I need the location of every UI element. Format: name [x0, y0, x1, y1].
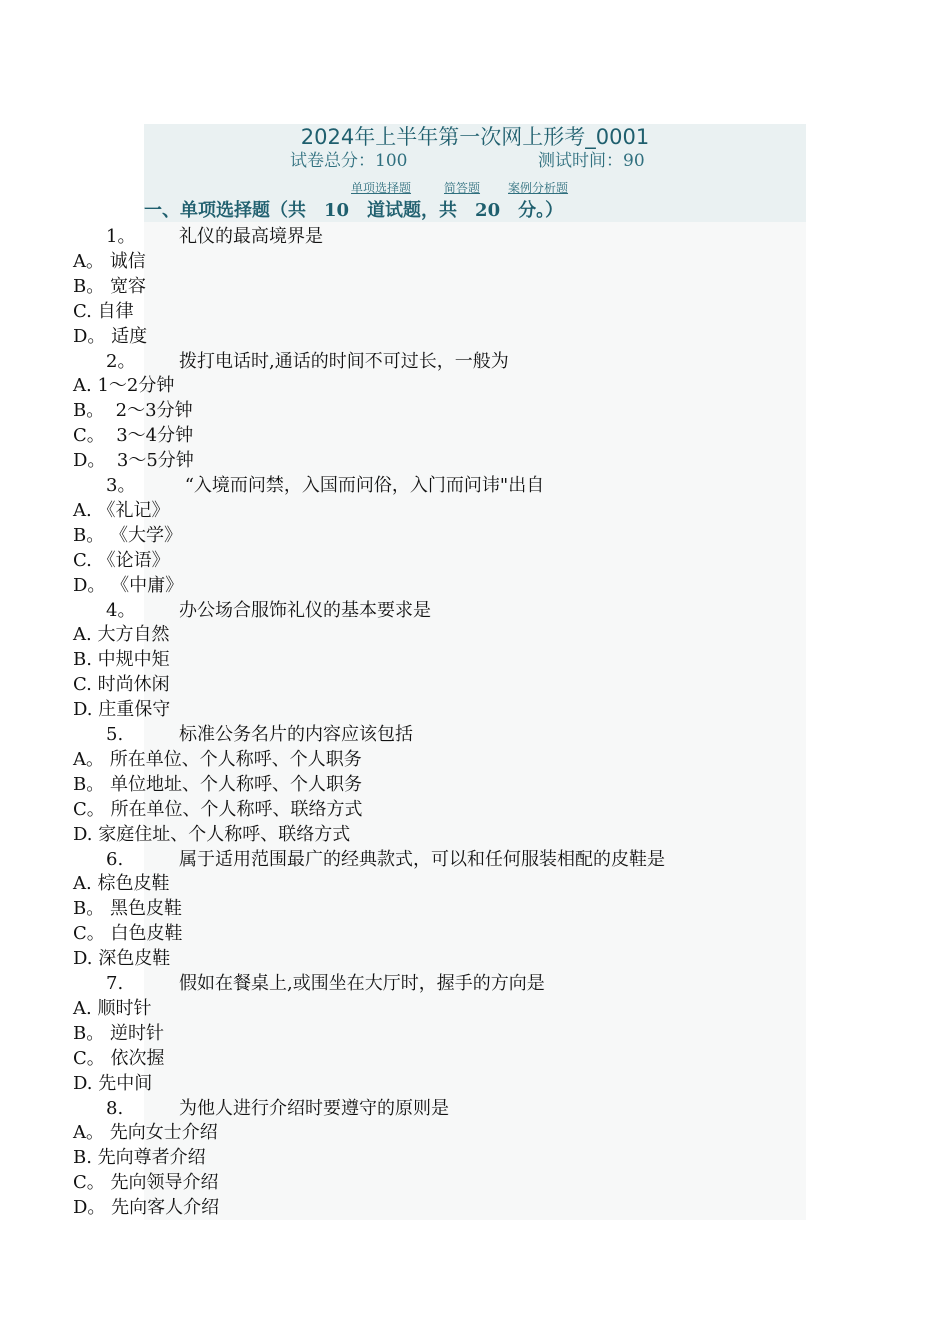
option-letter: C。: [73, 1047, 105, 1069]
option-letter: D.: [73, 948, 93, 970]
option-text: 先向女士介绍: [104, 1122, 218, 1144]
question-number: 4。: [106, 599, 136, 621]
option-letter: B。: [73, 524, 105, 546]
option-letter: A.: [73, 997, 92, 1019]
option-text: 中规中矩: [91, 649, 170, 671]
answer-option[interactable]: [73, 373, 174, 398]
question-text: “入境而问禁，入国而问俗，入门而问讳"出自: [179, 475, 545, 496]
option-letter: C.: [73, 549, 92, 571]
option-letter: B。: [73, 275, 105, 297]
answer-option[interactable]: [73, 921, 183, 946]
page-title: 2024年上半年第一次网上形考_0001: [300, 125, 650, 149]
total-score: 试卷总分：100: [290, 151, 408, 171]
option-text: 黑色皮鞋: [104, 898, 182, 920]
option-text: 时尚休闲: [91, 674, 170, 696]
option-letter: D。: [73, 574, 106, 596]
question-number: 6.: [106, 848, 124, 870]
option-text: 《中庸》: [105, 574, 184, 596]
option-letter: B。: [73, 898, 105, 920]
option-text: 棕色皮鞋: [91, 873, 170, 895]
option-text: 所在单位、个人称呼、联络方式: [104, 798, 363, 820]
option-text: 2～3分钟: [104, 400, 193, 422]
option-letter: D。: [73, 1197, 106, 1219]
option-text: 顺时针: [91, 997, 152, 1019]
option-text: 《论语》: [91, 549, 170, 571]
time-limit: 测试时间：90: [538, 151, 645, 171]
option-text: 单位地址、个人称呼、个人职务: [104, 773, 362, 795]
question-number: 2。: [106, 350, 136, 372]
answer-option[interactable]: [73, 1145, 206, 1170]
answer-option[interactable]: [73, 622, 169, 647]
option-letter: D。: [73, 450, 106, 472]
option-letter: A.: [73, 873, 92, 895]
option-letter: A.: [73, 624, 92, 646]
option-text: 先向尊者介绍: [91, 1147, 206, 1169]
option-letter: C。: [73, 425, 105, 447]
section-heading: 一、单项选择题（共 10 道试题，共 20 分。）: [144, 200, 564, 221]
answer-option[interactable]: [73, 1170, 219, 1195]
option-text: 大方自然: [91, 624, 170, 646]
exam-sheet: [144, 124, 806, 1220]
question-text: 属于适用范围最广的经典款式，可以和任何服装相配的皮鞋是: [179, 848, 665, 870]
answer-option[interactable]: [73, 498, 169, 523]
answer-option[interactable]: [73, 423, 193, 448]
option-text: 自律: [91, 300, 134, 322]
nav-link-single-choice[interactable]: 单项选择题: [351, 181, 412, 195]
option-text: 依次握: [104, 1047, 165, 1069]
option-text: 先向客人介绍: [105, 1197, 220, 1219]
option-text: 深色皮鞋: [92, 948, 171, 970]
nav-link-case-analysis[interactable]: 案例分析题: [508, 181, 569, 195]
answer-option[interactable]: [73, 946, 170, 971]
option-letter: A。: [73, 250, 104, 272]
answer-option[interactable]: [73, 573, 183, 598]
option-letter: C.: [73, 300, 92, 322]
option-letter: A.: [73, 375, 92, 397]
option-letter: B。: [73, 1022, 105, 1044]
option-letter: C。: [73, 798, 105, 820]
option-text: 《礼记》: [91, 499, 170, 521]
option-letter: B。: [73, 400, 105, 422]
option-text: 所在单位、个人称呼、个人职务: [104, 748, 362, 770]
option-letter: C。: [73, 1172, 105, 1194]
option-letter: B。: [73, 773, 105, 795]
question-number: 8.: [106, 1097, 124, 1119]
question-text: 办公场合服饰礼仪的基本要求是: [179, 599, 431, 621]
option-letter: B.: [73, 1147, 92, 1169]
option-text: 1～2分钟: [91, 375, 175, 397]
question-number: 7.: [106, 973, 124, 994]
option-text: 3～5分钟: [105, 450, 194, 472]
nav-link-short-answer[interactable]: 简答题: [444, 181, 481, 195]
option-text: 宽容: [104, 275, 146, 297]
answer-option[interactable]: [73, 822, 350, 847]
option-text: 白色皮鞋: [104, 923, 183, 945]
answer-option[interactable]: [73, 523, 182, 548]
option-text: 先中间: [92, 1072, 153, 1094]
question-text: 为他人进行介绍时要遵守的原则是: [179, 1097, 449, 1119]
question-number: 5.: [106, 724, 124, 745]
answer-option[interactable]: [73, 324, 147, 349]
option-text: 《大学》: [104, 524, 182, 546]
answer-option[interactable]: [73, 1195, 219, 1220]
answer-option[interactable]: [73, 647, 170, 672]
option-letter: A。: [73, 748, 104, 770]
question-number: 3。: [106, 475, 136, 496]
option-letter: D.: [73, 823, 93, 845]
question-number: 1。: [106, 226, 136, 247]
option-letter: A。: [73, 1122, 104, 1144]
answer-option[interactable]: [73, 896, 182, 921]
option-letter: C.: [73, 674, 92, 696]
answer-option[interactable]: [73, 249, 146, 274]
answer-option[interactable]: [73, 1071, 152, 1096]
option-text: 适度: [105, 325, 148, 347]
answer-option[interactable]: [73, 772, 362, 797]
option-text: 家庭住址、个人称呼、联络方式: [92, 823, 351, 845]
answer-option[interactable]: [73, 747, 362, 772]
answer-option[interactable]: [73, 274, 146, 299]
answer-option[interactable]: [73, 1046, 165, 1071]
answer-option[interactable]: [73, 398, 193, 423]
option-text: 3～4分钟: [104, 425, 194, 447]
question-text: 拨打电话时,通话的时间不可过长，一般为: [179, 350, 509, 372]
answer-option[interactable]: [73, 871, 169, 896]
option-letter: B.: [73, 649, 92, 671]
question-text: 礼仪的最高境界是: [179, 226, 323, 247]
answer-option[interactable]: [73, 697, 170, 722]
option-text: 先向领导介绍: [104, 1172, 219, 1194]
answer-option[interactable]: [73, 448, 194, 473]
answer-option[interactable]: [73, 1021, 164, 1046]
option-letter: D.: [73, 1072, 93, 1094]
option-letter: C。: [73, 923, 105, 945]
answer-option[interactable]: [73, 1120, 218, 1145]
answer-option[interactable]: [73, 996, 151, 1021]
option-text: 诚信: [104, 250, 146, 272]
option-letter: D。: [73, 325, 106, 347]
answer-option[interactable]: [73, 299, 134, 324]
question-text: 假如在餐桌上,或围坐在大厅时，握手的方向是: [179, 973, 545, 994]
question-text: 标准公务名片的内容应该包括: [179, 724, 413, 745]
answer-option[interactable]: [73, 672, 170, 697]
answer-option[interactable]: [73, 548, 170, 573]
option-letter: D.: [73, 699, 93, 721]
answer-option[interactable]: [73, 797, 363, 822]
option-letter: A.: [73, 499, 92, 521]
option-text: 逆时针: [104, 1022, 164, 1044]
option-text: 庄重保守: [92, 699, 171, 721]
